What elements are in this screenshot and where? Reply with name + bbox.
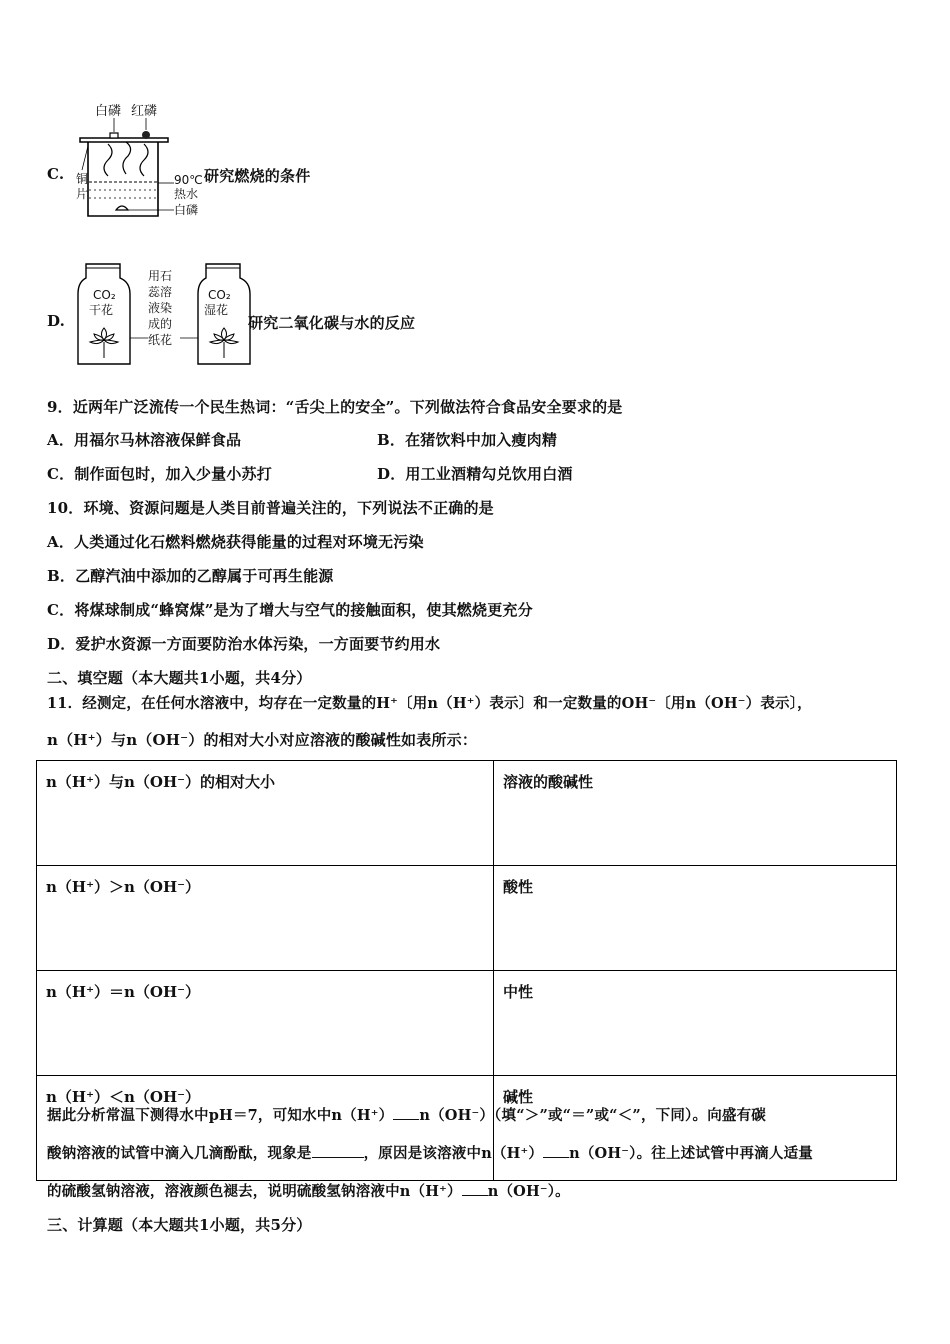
q9-stem: 9．近两年广泛流传一个民生热词：“舌尖上的安全”。下列做法符合食品安全要求的是 bbox=[47, 398, 623, 416]
q10-option-a: A．人类通过化石燃料燃烧获得能量的过程对环境无污染 bbox=[47, 533, 424, 551]
q11-text: n（OH⁻）（填“＞”或“＝”或“＜”，下同）。向盛有碳 bbox=[419, 1107, 766, 1124]
option-d-caption: 研究二氧化碳与水的反应 bbox=[248, 314, 416, 332]
q11-text: 的硫酸氢钠溶液，溶液颜色褪去，说明硫酸氢钠溶液中n（H⁺） bbox=[47, 1183, 462, 1200]
q11-text: n（OH⁻）。往上述试管中再滴人适量 bbox=[569, 1145, 813, 1162]
q9-option-d: D．用工业酒精勾兑饮用白酒 bbox=[377, 465, 573, 483]
q11-line2: n（H⁺）与n（OH⁻）的相对大小对应溶液的酸碱性如表所示： bbox=[47, 731, 478, 749]
option-c-caption: 研究燃烧的条件 bbox=[204, 167, 311, 185]
table-header-row bbox=[37, 761, 897, 866]
option-d-label: D. bbox=[47, 312, 66, 330]
q11-paragraph-line1 bbox=[47, 1104, 766, 1125]
q11-paragraph-line2 bbox=[47, 1142, 813, 1163]
q9-option-c: C．制作面包时，加入少量小苏打 bbox=[47, 465, 272, 483]
label-white-phosphorus-bottom: 白磷 bbox=[174, 203, 199, 217]
section-heading-calculation: 三、计算题（本大题共1小题，共5分） bbox=[47, 1216, 312, 1234]
jar1-gas-label: CO₂ bbox=[93, 288, 116, 302]
label-copper-plate: 铜片 bbox=[76, 172, 89, 201]
answer-blank[interactable] bbox=[543, 1143, 569, 1158]
q11-text: 酸钠溶液的试管中滴入几滴酚酞，现象是 bbox=[47, 1145, 312, 1162]
label-red-phosphorus: 红磷 bbox=[131, 104, 158, 119]
table-header-cell: 溶液的酸碱性 bbox=[494, 761, 897, 866]
table-header-cell: n（H⁺）与n（OH⁻）的相对大小 bbox=[37, 761, 494, 866]
q9-option-b: B．在猪饮料中加入瘦肉精 bbox=[377, 431, 558, 449]
table-cell: 碱性 bbox=[494, 1076, 897, 1181]
q10-option-c: C．将煤球制成“蜂窝煤”是为了增大与空气的接触面积，使其燃烧更充分 bbox=[47, 601, 533, 619]
table-cell: n（H⁺）＝n（OH⁻） bbox=[37, 971, 494, 1076]
table-cell: n（H⁺）＞n（OH⁻） bbox=[37, 866, 494, 971]
q10-option-b: B．乙醇汽油中添加的乙醇属于可再生能源 bbox=[47, 567, 334, 585]
q9-option-a: A．用福尔马林溶液保鲜食品 bbox=[47, 431, 242, 449]
jar1-flower-label: 干花 bbox=[89, 303, 114, 317]
answer-blank[interactable] bbox=[462, 1181, 488, 1196]
jar2-flower-label: 湿花 bbox=[204, 303, 229, 317]
q11-text: ，原因是该溶液中n（H⁺） bbox=[363, 1145, 544, 1162]
table-cell: 酸性 bbox=[494, 866, 897, 971]
q10-stem: 10．环境、资源问题是人类目前普遍关注的，下列说法不正确的是 bbox=[47, 499, 494, 517]
q10-option-d: D．爱护水资源一方面要防治水体污染，一方面要节约用水 bbox=[47, 635, 441, 653]
table-row bbox=[37, 1076, 897, 1181]
table-row bbox=[37, 971, 897, 1076]
answer-blank[interactable] bbox=[312, 1143, 364, 1158]
section-heading-fill-in: 二、填空题（本大题共1小题，共4分） bbox=[47, 669, 312, 687]
answer-blank[interactable] bbox=[393, 1105, 419, 1120]
label-hot-water: 热水 bbox=[174, 187, 199, 201]
q11-text: n（OH⁻）。 bbox=[487, 1183, 570, 1200]
option-c-label: C. bbox=[47, 165, 65, 183]
q11-text: 据此分析常温下测得水中pH＝7，可知水中n（H⁺） bbox=[47, 1107, 394, 1124]
litmus-paper-flower-note: 用石蕊溶液染成的纸花 bbox=[148, 269, 173, 347]
jar2-gas-label: CO₂ bbox=[208, 288, 231, 302]
table-cell: n（H⁺）＜n（OH⁻） bbox=[37, 1076, 494, 1181]
table-cell: 中性 bbox=[494, 971, 897, 1076]
label-temperature: 90℃ bbox=[174, 173, 203, 187]
label-white-phosphorus-top: 白磷 bbox=[95, 104, 122, 119]
q11-line1: 11．经测定，在任何水溶液中，均存在一定数量的H⁺〔用n（H⁺）表示〕和一定数量的OH⁻〔用n（OH⁻）表示〕， bbox=[47, 695, 812, 712]
table-row bbox=[37, 866, 897, 971]
q11-paragraph-line3 bbox=[47, 1180, 570, 1201]
